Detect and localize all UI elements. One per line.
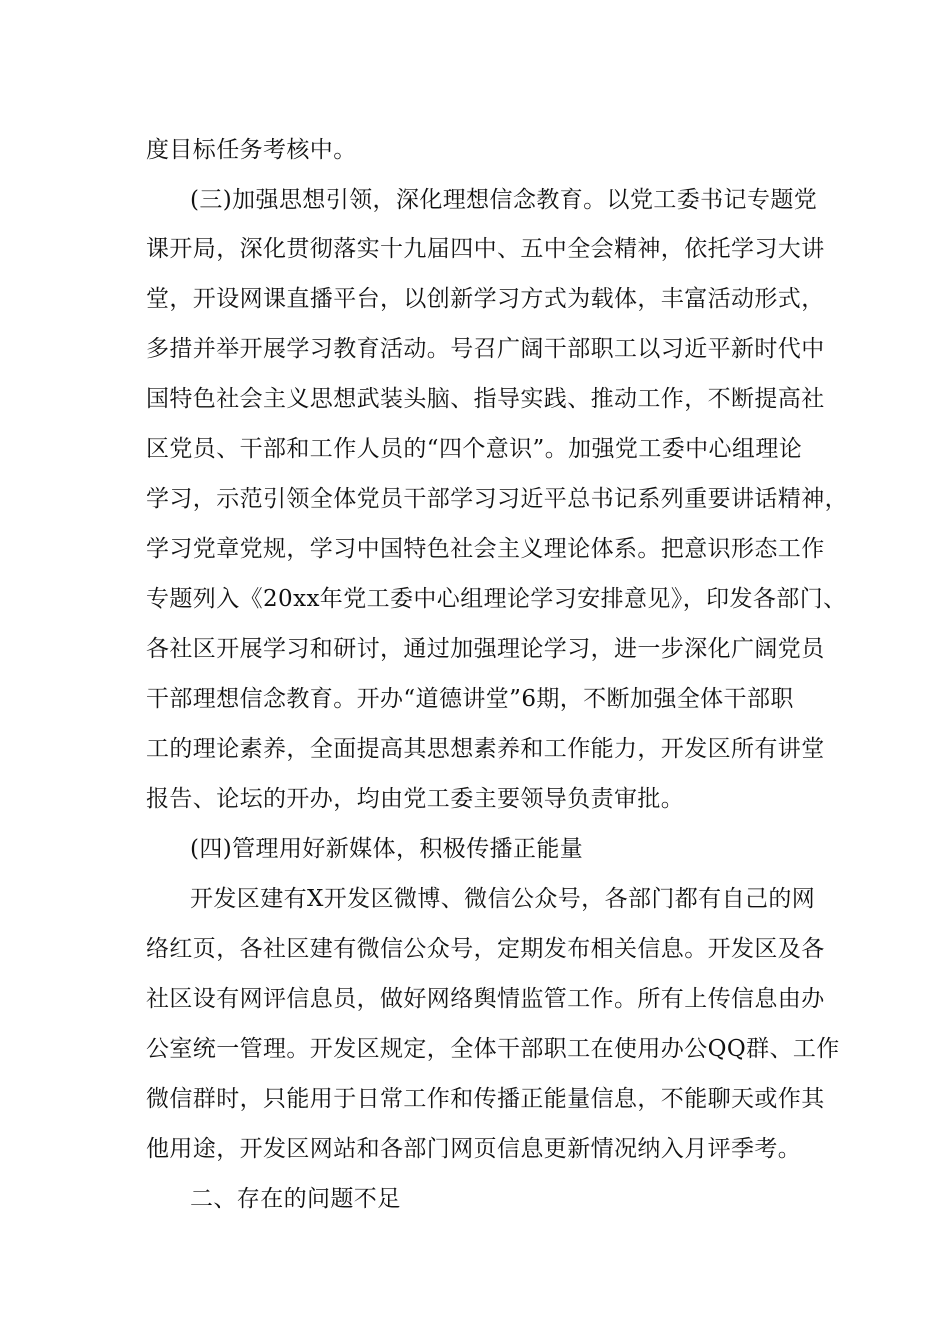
section-heading: 二、存在的问题不足 <box>190 1186 401 1212</box>
section-heading-paragraph: (三)加强思想引领，深化理想信念教育。以党工委书记专题党 <box>190 187 818 213</box>
text-line: 工的理论素养，全面提高其思想素养和工作能力，开发区所有讲堂 <box>146 736 825 762</box>
section-heading: (四)管理用好新媒体，积极传播正能量 <box>190 836 584 862</box>
text-line: 干部理想信念教育。开办“道德讲堂”6期，不断加强全体干部职 <box>146 686 794 712</box>
text-line: 堂，开设网课直播平台，以创新学习方式为载体，丰富活动形式， <box>146 286 825 312</box>
text-line: 学习，示范引领全体党员干部学习习近平总书记系列重要讲话精神， <box>146 486 848 512</box>
text-line: 多措并举开展学习教育活动。号召广阔干部职工以习近平新时代中 <box>146 336 825 362</box>
text-line: 络红页，各社区建有微信公众号，定期发布相关信息。开发区及各 <box>146 936 825 962</box>
text-line: 各社区开展学习和研讨，通过加强理论学习，进一步深化广阔党员 <box>146 636 825 662</box>
text-line: 度目标任务考核中。 <box>146 137 357 163</box>
text-line: 学习党章党规，学习中国特色社会主义理论体系。把意识形态工作 <box>146 536 825 562</box>
text-line: 他用途，开发区网站和各部门网页信息更新情况纳入月评季考。 <box>146 1136 802 1162</box>
text-line: 课开局，深化贯彻落实十九届四中、五中全会精神，依托学习大讲 <box>146 236 825 262</box>
text-line: 国特色社会主义思想武装头脑、指导实践、推动工作，不断提高社 <box>146 386 825 412</box>
text-line: 公室统一管理。开发区规定，全体干部职工在使用办公QQ群、工作 <box>146 1036 840 1062</box>
paragraph-start: 开发区建有X开发区微博、微信公众号，各部门都有自己的网 <box>190 886 816 912</box>
text-line: 社区设有网评信息员，做好网络舆情监管工作。所有上传信息由办 <box>146 986 825 1012</box>
text-line: 区党员、干部和工作人员的“四个意识”。加强党工委中心组理论 <box>146 436 803 462</box>
text-line: 报告、论坛的开办，均由党工委主要领导负责审批。 <box>146 786 685 812</box>
text-line: 专题列入《20xx年党工委中心组理论学习安排意见》，印发各部门、 <box>146 586 847 612</box>
text-line: 微信群时，只能用于日常工作和传播正能量信息，不能聊天或作其 <box>146 1086 825 1112</box>
